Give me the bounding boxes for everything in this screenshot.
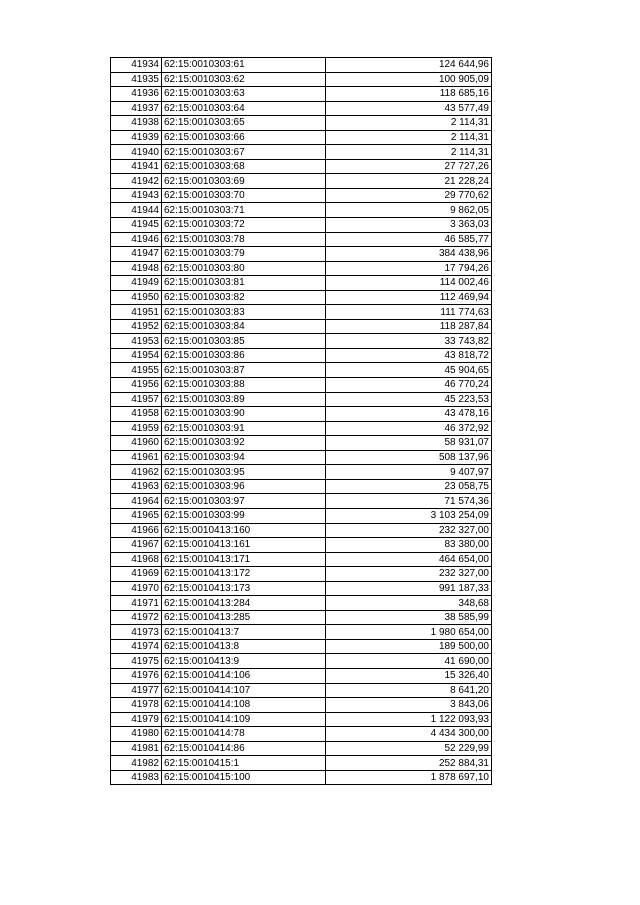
- row-number-cell: 41956: [111, 378, 162, 393]
- table-row: [111, 596, 492, 611]
- row-number-cell: 41941: [111, 159, 162, 174]
- table-row: [111, 72, 492, 87]
- value-cell: 118 685,16: [326, 87, 492, 102]
- cadastral-number-cell: 62:15:0010303:63: [162, 87, 326, 102]
- table-body: [111, 58, 492, 785]
- value-cell: 189 500,00: [326, 639, 492, 654]
- row-number-cell: 41978: [111, 698, 162, 713]
- value-cell: 58 931,07: [326, 436, 492, 451]
- value-cell: 8 641,20: [326, 683, 492, 698]
- cadastral-number-cell: 62:15:0010415:100: [162, 770, 326, 785]
- value-cell: 2 114,31: [326, 130, 492, 145]
- table-row: [111, 159, 492, 174]
- value-cell: 3 843,06: [326, 698, 492, 713]
- value-cell: 1 980 654,00: [326, 625, 492, 640]
- row-number-cell: 41943: [111, 188, 162, 203]
- row-number-cell: 41982: [111, 756, 162, 771]
- table-row: [111, 552, 492, 567]
- table-row: [111, 407, 492, 422]
- table-row: [111, 683, 492, 698]
- table-row: [111, 290, 492, 305]
- table-row: [111, 494, 492, 509]
- cadastral-number-cell: 62:15:0010413:285: [162, 610, 326, 625]
- value-cell: 384 438,96: [326, 247, 492, 262]
- table-row: [111, 727, 492, 742]
- value-cell: 27 727,26: [326, 159, 492, 174]
- row-number-cell: 41970: [111, 581, 162, 596]
- cadastral-number-cell: 62:15:0010303:86: [162, 348, 326, 363]
- cadastral-number-cell: 62:15:0010303:83: [162, 305, 326, 320]
- cadastral-number-cell: 62:15:0010303:65: [162, 116, 326, 131]
- cadastral-value-table: [110, 57, 492, 785]
- row-number-cell: 41947: [111, 247, 162, 262]
- value-cell: 252 884,31: [326, 756, 492, 771]
- row-number-cell: 41960: [111, 436, 162, 451]
- value-cell: 464 654,00: [326, 552, 492, 567]
- row-number-cell: 41980: [111, 727, 162, 742]
- table-row: [111, 450, 492, 465]
- cadastral-number-cell: 62:15:0010414:108: [162, 698, 326, 713]
- value-cell: 38 585,99: [326, 610, 492, 625]
- row-number-cell: 41939: [111, 130, 162, 145]
- cadastral-number-cell: 62:15:0010413:171: [162, 552, 326, 567]
- cadastral-number-cell: 62:15:0010414:109: [162, 712, 326, 727]
- row-number-cell: 41976: [111, 668, 162, 683]
- table-row: [111, 523, 492, 538]
- cadastral-number-cell: 62:15:0010413:173: [162, 581, 326, 596]
- table-row: [111, 363, 492, 378]
- value-cell: 508 137,96: [326, 450, 492, 465]
- table-row: [111, 639, 492, 654]
- cadastral-number-cell: 62:15:0010414:86: [162, 741, 326, 756]
- row-number-cell: 41949: [111, 276, 162, 291]
- value-cell: 991 187,33: [326, 581, 492, 596]
- value-cell: 2 114,31: [326, 145, 492, 160]
- value-cell: 100 905,09: [326, 72, 492, 87]
- row-number-cell: 41959: [111, 421, 162, 436]
- row-number-cell: 41969: [111, 567, 162, 582]
- cadastral-number-cell: 62:15:0010303:95: [162, 465, 326, 480]
- value-cell: 9 862,05: [326, 203, 492, 218]
- cadastral-number-cell: 62:15:0010413:8: [162, 639, 326, 654]
- table-row: [111, 101, 492, 116]
- value-cell: 124 644,96: [326, 58, 492, 73]
- cadastral-number-cell: 62:15:0010303:69: [162, 174, 326, 189]
- table-row: [111, 218, 492, 233]
- value-cell: 41 690,00: [326, 654, 492, 669]
- cadastral-number-cell: 62:15:0010303:87: [162, 363, 326, 378]
- value-cell: 1 878 697,10: [326, 770, 492, 785]
- table-row: [111, 465, 492, 480]
- row-number-cell: 41942: [111, 174, 162, 189]
- cadastral-number-cell: 62:15:0010303:88: [162, 378, 326, 393]
- table-row: [111, 247, 492, 262]
- table-row: [111, 654, 492, 669]
- table-row: [111, 625, 492, 640]
- value-cell: 46 585,77: [326, 232, 492, 247]
- cadastral-number-cell: 62:15:0010303:71: [162, 203, 326, 218]
- table-row: [111, 116, 492, 131]
- cadastral-number-cell: 62:15:0010413:9: [162, 654, 326, 669]
- cadastral-number-cell: 62:15:0010414:78: [162, 727, 326, 742]
- cadastral-number-cell: 62:15:0010303:68: [162, 159, 326, 174]
- row-number-cell: 41938: [111, 116, 162, 131]
- table-row: [111, 87, 492, 102]
- cadastral-number-cell: 62:15:0010303:61: [162, 58, 326, 73]
- table-row: [111, 756, 492, 771]
- cadastral-number-cell: 62:15:0010303:84: [162, 319, 326, 334]
- row-number-cell: 41965: [111, 508, 162, 523]
- cadastral-number-cell: 62:15:0010303:81: [162, 276, 326, 291]
- table-row: [111, 203, 492, 218]
- row-number-cell: 41948: [111, 261, 162, 276]
- table-row: [111, 174, 492, 189]
- row-number-cell: 41963: [111, 479, 162, 494]
- value-cell: 15 326,40: [326, 668, 492, 683]
- row-number-cell: 41937: [111, 101, 162, 116]
- row-number-cell: 41940: [111, 145, 162, 160]
- table-row: [111, 319, 492, 334]
- value-cell: 348,68: [326, 596, 492, 611]
- row-number-cell: 41944: [111, 203, 162, 218]
- cadastral-number-cell: 62:15:0010303:99: [162, 508, 326, 523]
- cadastral-number-cell: 62:15:0010303:67: [162, 145, 326, 160]
- row-number-cell: 41971: [111, 596, 162, 611]
- cadastral-number-cell: 62:15:0010303:94: [162, 450, 326, 465]
- value-cell: 43 478,16: [326, 407, 492, 422]
- row-number-cell: 41945: [111, 218, 162, 233]
- row-number-cell: 41975: [111, 654, 162, 669]
- value-cell: 45 223,53: [326, 392, 492, 407]
- cadastral-number-cell: 62:15:0010413:161: [162, 538, 326, 553]
- table-row: [111, 392, 492, 407]
- row-number-cell: 41966: [111, 523, 162, 538]
- value-cell: 2 114,31: [326, 116, 492, 131]
- value-cell: 232 327,00: [326, 523, 492, 538]
- value-cell: 45 904,65: [326, 363, 492, 378]
- cadastral-number-cell: 62:15:0010303:62: [162, 72, 326, 87]
- value-cell: 21 228,24: [326, 174, 492, 189]
- value-cell: 46 770,24: [326, 378, 492, 393]
- value-cell: 23 058,75: [326, 479, 492, 494]
- value-cell: 118 287,84: [326, 319, 492, 334]
- table-row: [111, 581, 492, 596]
- table-row: [111, 698, 492, 713]
- value-cell: 3 103 254,09: [326, 508, 492, 523]
- row-number-cell: 41981: [111, 741, 162, 756]
- value-cell: 33 743,82: [326, 334, 492, 349]
- cadastral-number-cell: 62:15:0010413:7: [162, 625, 326, 640]
- cadastral-number-cell: 62:15:0010413:284: [162, 596, 326, 611]
- table-row: [111, 130, 492, 145]
- row-number-cell: 41974: [111, 639, 162, 654]
- value-cell: 43 818,72: [326, 348, 492, 363]
- value-cell: 52 229,99: [326, 741, 492, 756]
- value-cell: 1 122 093,93: [326, 712, 492, 727]
- row-number-cell: 41973: [111, 625, 162, 640]
- table-row: [111, 232, 492, 247]
- table-row: [111, 421, 492, 436]
- row-number-cell: 41977: [111, 683, 162, 698]
- table-row: [111, 508, 492, 523]
- value-cell: 46 372,92: [326, 421, 492, 436]
- table-row: [111, 610, 492, 625]
- cadastral-number-cell: 62:15:0010303:80: [162, 261, 326, 276]
- row-number-cell: 41983: [111, 770, 162, 785]
- value-cell: 4 434 300,00: [326, 727, 492, 742]
- cadastral-number-cell: 62:15:0010303:85: [162, 334, 326, 349]
- table-row: [111, 348, 492, 363]
- row-number-cell: 41958: [111, 407, 162, 422]
- table-row: [111, 567, 492, 582]
- table-row: [111, 378, 492, 393]
- row-number-cell: 41934: [111, 58, 162, 73]
- cadastral-number-cell: 62:15:0010303:79: [162, 247, 326, 262]
- row-number-cell: 41950: [111, 290, 162, 305]
- table-row: [111, 741, 492, 756]
- value-cell: 112 469,94: [326, 290, 492, 305]
- cadastral-number-cell: 62:15:0010303:97: [162, 494, 326, 509]
- row-number-cell: 41951: [111, 305, 162, 320]
- cadastral-number-cell: 62:15:0010303:92: [162, 436, 326, 451]
- row-number-cell: 41954: [111, 348, 162, 363]
- row-number-cell: 41968: [111, 552, 162, 567]
- row-number-cell: 41961: [111, 450, 162, 465]
- value-cell: 71 574,36: [326, 494, 492, 509]
- table-row: [111, 145, 492, 160]
- table-row: [111, 712, 492, 727]
- value-cell: 29 770,62: [326, 188, 492, 203]
- cadastral-number-cell: 62:15:0010303:70: [162, 188, 326, 203]
- table-row: [111, 58, 492, 73]
- cadastral-number-cell: 62:15:0010415:1: [162, 756, 326, 771]
- table-row: [111, 276, 492, 291]
- row-number-cell: 41962: [111, 465, 162, 480]
- row-number-cell: 41946: [111, 232, 162, 247]
- row-number-cell: 41952: [111, 319, 162, 334]
- table-row: [111, 538, 492, 553]
- value-cell: 43 577,49: [326, 101, 492, 116]
- row-number-cell: 41936: [111, 87, 162, 102]
- table-row: [111, 188, 492, 203]
- cadastral-number-cell: 62:15:0010414:107: [162, 683, 326, 698]
- row-number-cell: 41955: [111, 363, 162, 378]
- cadastral-number-cell: 62:15:0010414:106: [162, 668, 326, 683]
- cadastral-number-cell: 62:15:0010303:82: [162, 290, 326, 305]
- value-cell: 83 380,00: [326, 538, 492, 553]
- value-cell: 111 774,63: [326, 305, 492, 320]
- table-row: [111, 334, 492, 349]
- table-row: [111, 305, 492, 320]
- cadastral-number-cell: 62:15:0010303:91: [162, 421, 326, 436]
- table-row: [111, 479, 492, 494]
- row-number-cell: 41935: [111, 72, 162, 87]
- row-number-cell: 41967: [111, 538, 162, 553]
- table-row: [111, 770, 492, 785]
- table-row: [111, 668, 492, 683]
- cadastral-number-cell: 62:15:0010413:172: [162, 567, 326, 582]
- value-cell: 232 327,00: [326, 567, 492, 582]
- value-cell: 114 002,46: [326, 276, 492, 291]
- value-cell: 9 407,97: [326, 465, 492, 480]
- table-row: [111, 436, 492, 451]
- cadastral-number-cell: 62:15:0010303:64: [162, 101, 326, 116]
- cadastral-number-cell: 62:15:0010303:66: [162, 130, 326, 145]
- cadastral-number-cell: 62:15:0010303:78: [162, 232, 326, 247]
- row-number-cell: 41964: [111, 494, 162, 509]
- value-cell: 3 363,03: [326, 218, 492, 233]
- row-number-cell: 41972: [111, 610, 162, 625]
- row-number-cell: 41979: [111, 712, 162, 727]
- table-row: [111, 261, 492, 276]
- cadastral-number-cell: 62:15:0010303:90: [162, 407, 326, 422]
- cadastral-number-cell: 62:15:0010303:72: [162, 218, 326, 233]
- cadastral-number-cell: 62:15:0010303:89: [162, 392, 326, 407]
- value-cell: 17 794,26: [326, 261, 492, 276]
- cadastral-number-cell: 62:15:0010303:96: [162, 479, 326, 494]
- cadastral-number-cell: 62:15:0010413:160: [162, 523, 326, 538]
- row-number-cell: 41953: [111, 334, 162, 349]
- row-number-cell: 41957: [111, 392, 162, 407]
